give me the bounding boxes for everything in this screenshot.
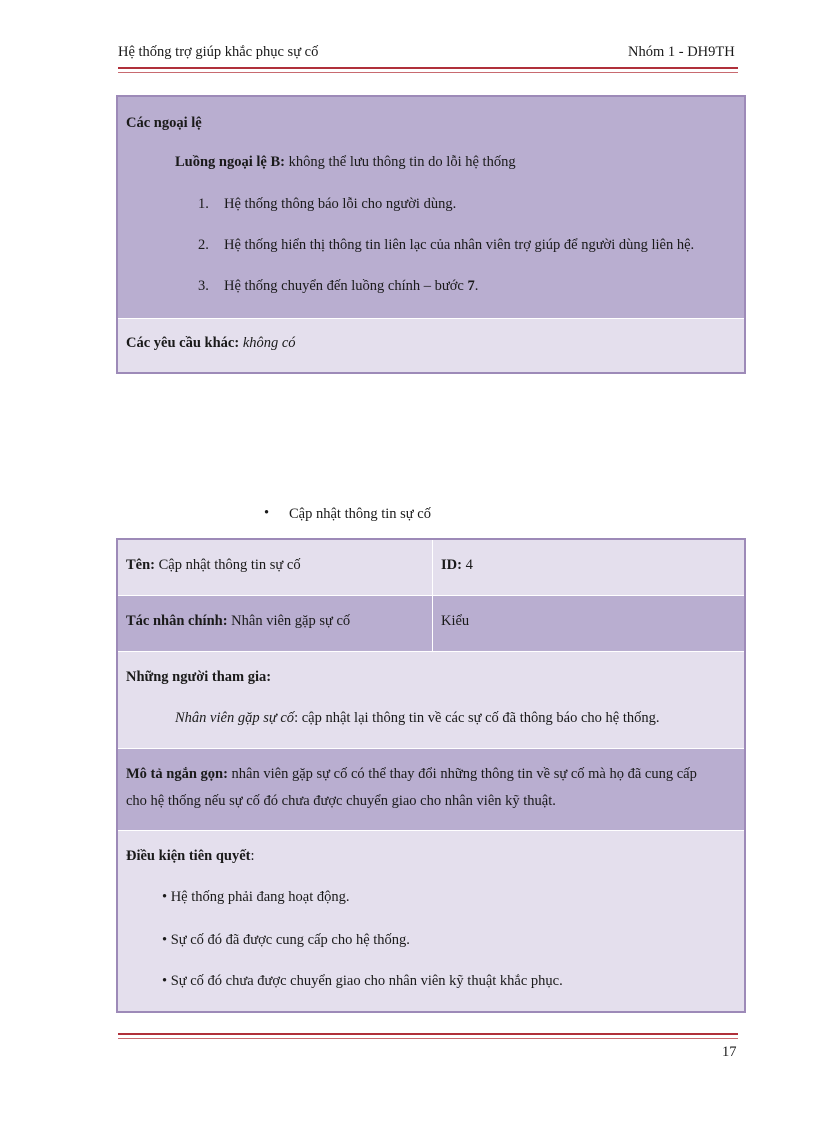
header-rule-thin — [118, 72, 738, 73]
exceptions-cell — [118, 97, 744, 318]
other-requirements-label: Các yêu cầu khác: — [126, 335, 240, 351]
header-title: Hệ thống trợ giúp khắc phục sự cố — [118, 44, 319, 60]
step-number: 1. — [198, 196, 209, 212]
exceptions-label: Các ngoại lệ — [126, 115, 202, 131]
other-requirements-value: không có — [242, 335, 296, 351]
preconditions-colon: : — [250, 848, 255, 864]
preconditions-label: Điều kiện tiên quyết — [126, 848, 251, 864]
precondition-item: • Hệ thống phải đang hoạt động. — [162, 889, 350, 905]
id-label: ID: — [441, 557, 462, 573]
exception-flow-label: Luồng ngoại lệ B: — [175, 154, 285, 170]
step-target: 7 — [467, 278, 475, 294]
step-period: . — [474, 278, 479, 294]
description-cell — [118, 749, 744, 830]
participant-desc: : cập nhật lại thông tin về các sự cố đã thông báo cho hệ thống. — [294, 710, 660, 726]
description-line-2: cho hệ thống nếu sự cố đó chưa được chuyển giao cho nhân viên kỹ thuật. — [126, 793, 556, 809]
id-cell — [433, 540, 744, 595]
actor-label: Tác nhân chính: — [126, 613, 228, 629]
step-number: 3. — [198, 278, 209, 294]
bullet-icon: • — [264, 505, 270, 521]
id-value: 4 — [465, 557, 473, 573]
description-label: Mô tả ngắn gọn: — [126, 766, 228, 782]
name-value: Cập nhật thông tin sự cố — [158, 557, 301, 573]
name-label: Tên: — [126, 557, 155, 573]
actor-cell — [118, 596, 432, 651]
participants-label: Những người tham gia: — [126, 669, 272, 685]
precondition-item: • Sự cố đó chưa được chuyển giao cho nhân viên kỹ thuật khắc phục. — [162, 973, 563, 989]
footer-rule — [118, 1033, 738, 1035]
header-group: Nhóm 1 - DH9TH — [628, 44, 735, 60]
exception-flow-text: không thể lưu thông tin do lỗi hệ thống — [284, 154, 516, 170]
footer-rule-thin — [118, 1038, 738, 1039]
use-case-table — [116, 538, 746, 1013]
participant-role: Nhân viên gặp sự cố — [175, 710, 295, 726]
exceptions-table — [116, 95, 746, 374]
page-number: 17 — [722, 1044, 737, 1060]
header-rule — [118, 67, 738, 69]
step-number: 2. — [198, 237, 209, 253]
preconditions-cell — [118, 831, 744, 1011]
step-text: Hệ thống chuyển đến luồng chính – bước — [224, 278, 468, 294]
step-text: Hệ thống thông báo lỗi cho người dùng. — [224, 196, 457, 212]
step-text: Hệ thống hiển thị thông tin liên lạc của nhân viên trợ giúp để người dùng liên hệ. — [224, 237, 695, 253]
type-label: Kiểu — [441, 613, 470, 629]
other-requirements-cell — [118, 319, 744, 372]
section-heading: Cập nhật thông tin sự cố — [289, 506, 431, 522]
name-cell — [118, 540, 432, 595]
actor-value: Nhân viên gặp sự cố — [231, 613, 351, 629]
participants-cell — [118, 652, 744, 748]
type-cell — [433, 596, 744, 651]
precondition-item: • Sự cố đó đã được cung cấp cho hệ thống. — [162, 932, 410, 948]
description-line-1: nhân viên gặp sự cố có thể thay đổi những thông tin về sự cố mà họ đã cung cấp — [227, 766, 697, 782]
